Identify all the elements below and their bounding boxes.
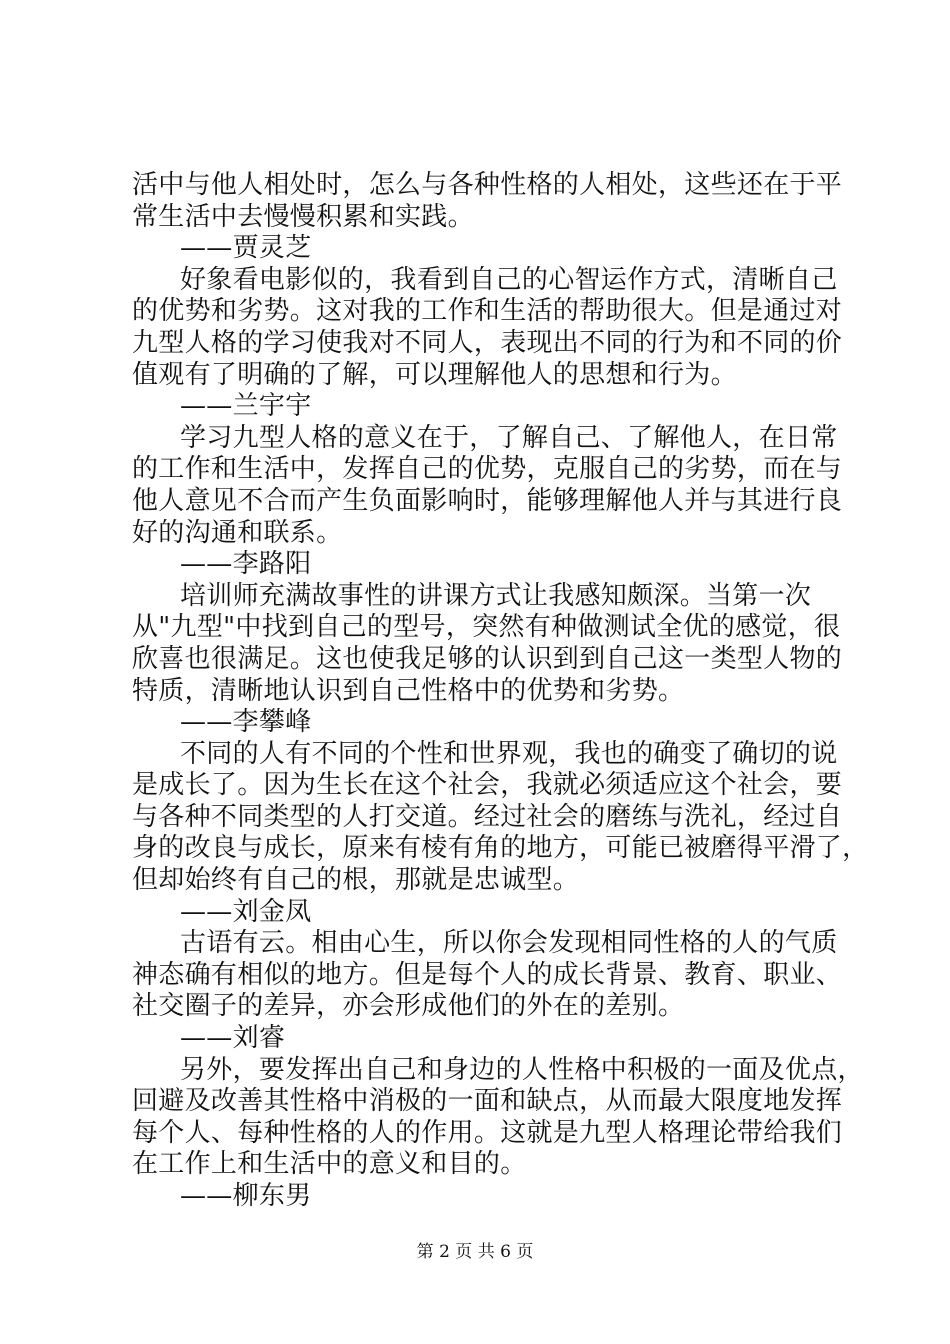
text-line: 好的沟通和联系。 [132,517,343,548]
text-line: 另外，要发挥出自己和身边的人性格中积极的一面及优点， [180,1054,864,1085]
paragraph [132,738,869,897]
text-line: 社交圈子的差异，亦会形成他们的外在的差别。 [132,991,685,1022]
paragraph [132,170,843,233]
text-line: 的优势和劣势。这对我的工作和生活的帮助很大。但是通过对 [132,296,843,327]
text-line: 常生活中去慢慢积累和实践。 [132,201,474,232]
signature-line: ——贾灵芝 [180,233,312,264]
paragraph [132,264,843,391]
text-line: 特质，清晰地认识到自己性格中的优势和劣势。 [132,675,685,706]
text-line: 神态确有相似的地方。但是每个人的成长背景、教育、职业、 [132,959,843,990]
text-line: 欣喜也很满足。这也使我足够的认识到到自己这一类型人物的 [132,643,843,674]
document-body [132,170,869,1213]
signature-line: ——李路阳 [180,549,312,580]
text-line: 在工作上和生活中的意义和目的。 [132,1149,527,1180]
text-line: 不同的人有不同的个性和世界观，我也的确变了确切的说 [180,738,838,769]
text-line: 每个人、每种性格的人的作用。这就是九型人格理论带给我们 [132,1117,843,1148]
paragraph [132,928,843,1023]
text-line: 九型人格的学习使我对不同人，表现出不同的行为和不同的价 [132,327,843,358]
page-footer: 第 2 页 共 6 页 [416,1242,534,1262]
text-line: 身的改良与成长，原来有棱有角的地方，可能已被磨得平滑了， [132,833,869,864]
text-line: 值观有了明确的了解，可以理解他人的思想和行为。 [132,359,737,390]
signature-line: ——刘金凤 [180,896,312,927]
signature-line: ——兰宇宇 [180,391,312,422]
text-line: 培训师充满故事性的讲课方式让我感知颇深。当第一次 [180,580,812,611]
signature-line: ——刘睿 [180,1023,286,1054]
paragraph [132,1054,864,1181]
text-line: 他人意见不合而产生负面影响时，能够理解他人并与其进行良 [132,485,843,516]
text-line: 与各种不同类型的人打交道。经过社会的磨练与洗礼，经过自 [132,801,843,832]
text-line: 学习九型人格的意义在于，了解自己、了解他人，在日常 [180,422,838,453]
text-line: 但却始终有自己的根，那就是忠诚型。 [132,865,580,896]
text-line: 是成长了。因为生长在这个社会，我就必须适应这个社会，要 [132,770,843,801]
text-line: 活中与他人相处时，怎么与各种性格的人相处，这些还在于平 [132,170,843,200]
text-line: 从"九型"中找到自己的型号，突然有种做测试全优的感觉，很 [132,612,841,643]
text-line: 好象看电影似的，我看到自己的心智运作方式，清晰自己 [180,264,838,295]
signature-line: ——李攀峰 [180,707,312,738]
paragraph [132,422,843,549]
text-line: 古语有云。相由心生，所以你会发现相同性格的人的气质 [180,928,838,959]
text-line: 回避及改善其性格中消极的一面和缺点，从而最大限度地发挥 [132,1086,843,1117]
paragraph [132,580,843,707]
signature-line: ——柳东男 [180,1181,312,1211]
text-line: 的工作和生活中，发挥自己的优势，克服自己的劣势，而在与 [132,454,843,485]
